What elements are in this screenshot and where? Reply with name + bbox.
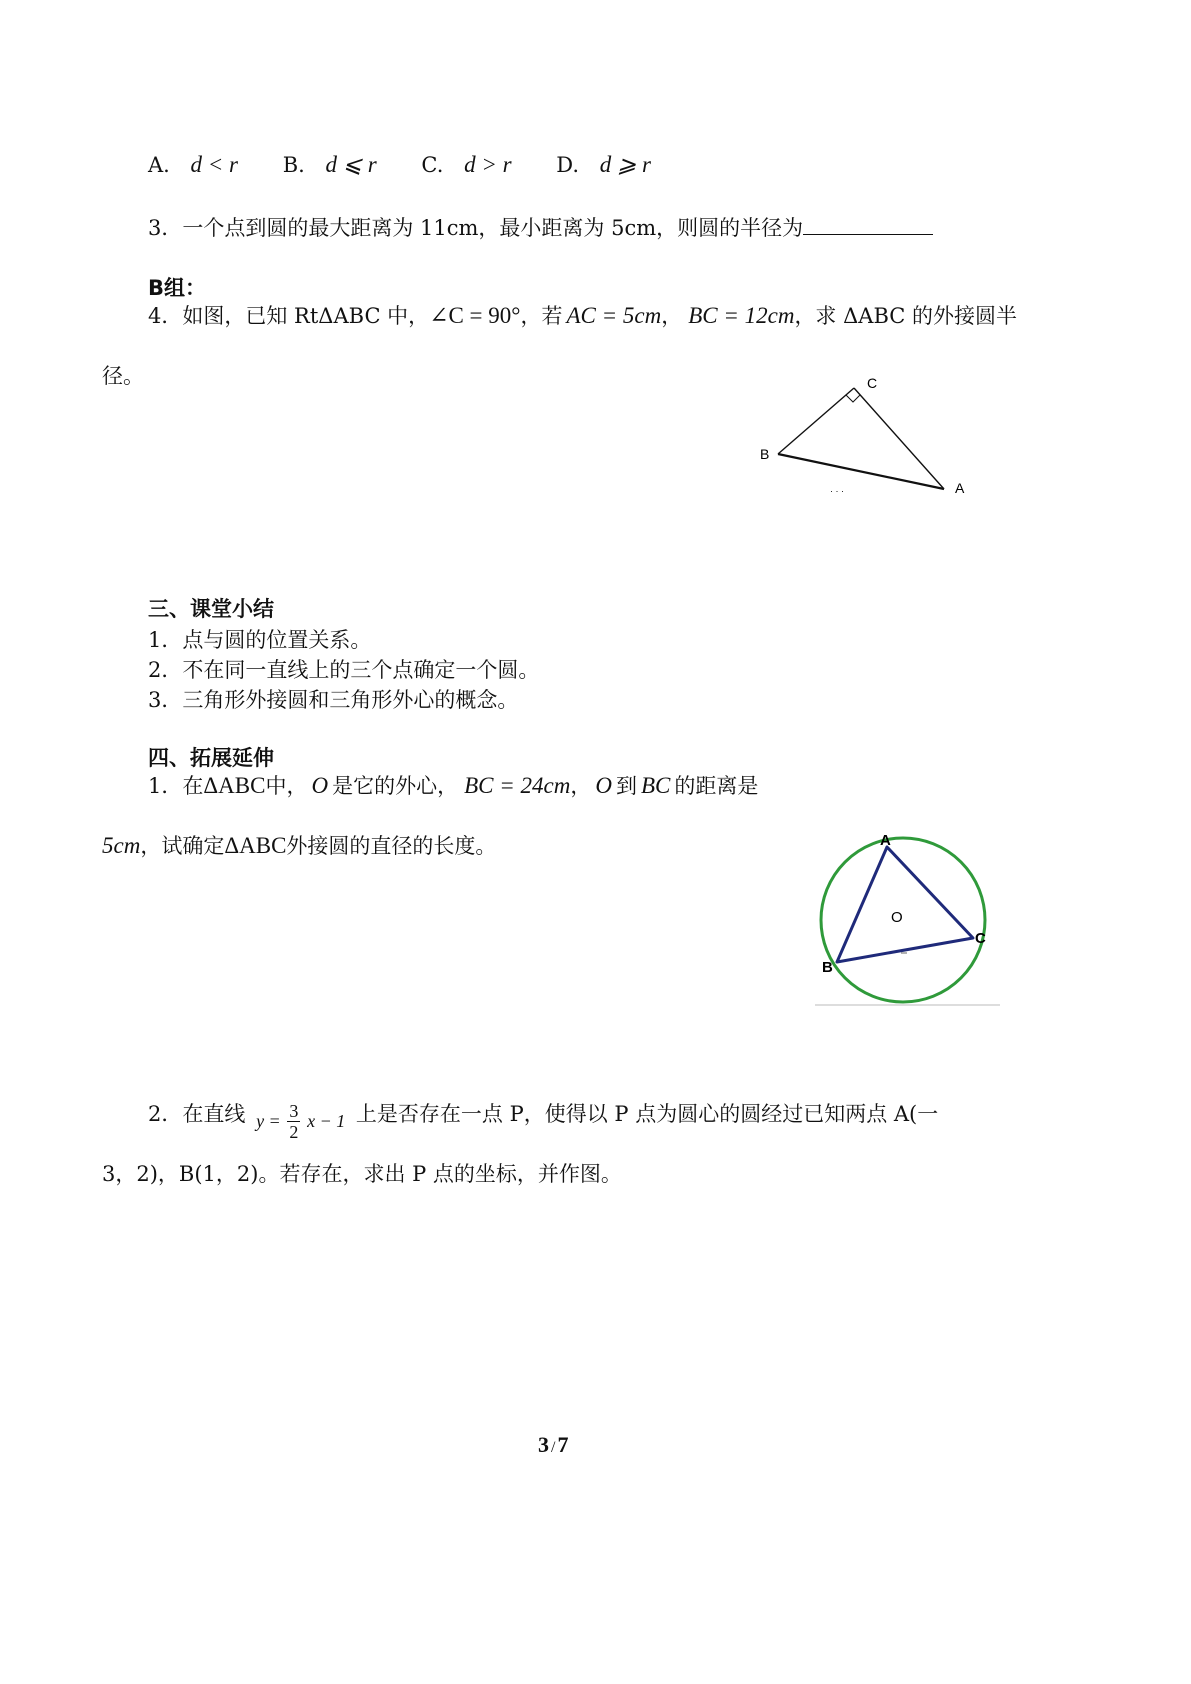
extension-question-2 [148, 1098, 938, 1142]
question-3-text: 3．一个点到圆的最大距离为 11cm，最小距离为 5cm，则圆的半径为 [148, 216, 804, 240]
extension-heading: 四、拓展延伸 [148, 746, 274, 770]
equation-rhs: x − 1 [307, 1111, 346, 1131]
extension-question-1-line2 [102, 830, 496, 860]
ext-q1-o: O [311, 773, 329, 798]
option-b-label: B. [282, 153, 305, 177]
ext-q1-bc-length: BC = 24cm [464, 773, 571, 798]
answer-blank [803, 214, 933, 235]
ext-q2-text-2: 上是否存在一点 P，使得以 P 点为圆心的圆经过已知两点 A(一 [355, 1102, 939, 1126]
right-angle-mark [846, 395, 860, 402]
point-b-label: B [822, 959, 833, 976]
extension-question-1 [148, 770, 758, 800]
page-separator: / [551, 1439, 556, 1456]
ac-expr: AC = 5cm [566, 303, 662, 328]
option-a-expr: d < r [190, 152, 239, 177]
ext-q1-text-2: 中， [265, 774, 308, 798]
summary-heading: 三、课堂小结 [148, 597, 274, 621]
choice-options [148, 152, 651, 178]
point-a-label: A [880, 832, 891, 849]
question-4 [148, 300, 1017, 330]
extension-question-2-line2: 3，2)，B(1，2)。若存在，求出 P 点的坐标，并作图。 [102, 1162, 622, 1186]
question-4-line2: 径。 [102, 364, 144, 388]
angle-c-expr: ∠C = 90° [429, 303, 521, 328]
summary-item-3: 3．三角形外接圆和三角形外心的概念。 [148, 688, 519, 712]
ext-q1-text-1: 1．在 [148, 774, 204, 798]
question-4-sep1: ，若 [520, 304, 563, 328]
page-current: 3 [538, 1432, 549, 1457]
option-d-expr: d ⩾ r [599, 152, 651, 177]
question-4-prefix: 4．如图，已知 RtΔABC 中， [148, 304, 430, 328]
ext-q1-text-8: 外接圆的直径的长度。 [286, 834, 497, 858]
ext-q1-triangle: ΔABC [203, 773, 266, 798]
ext-q1-text-7: ，试确定 [140, 834, 225, 858]
option-b-expr: d ⩽ r [325, 152, 377, 177]
option-c-expr: d > r [464, 152, 512, 177]
right-triangle-figure [740, 370, 1000, 510]
vertex-b-label: B [760, 446, 770, 462]
option-c-label: C. [421, 153, 444, 177]
ext-q1-text-6: 的距离是 [674, 774, 759, 798]
ext-q1-text-5: 到 [615, 774, 637, 798]
equation-lhs: y = [256, 1111, 281, 1131]
side-bc [778, 388, 854, 454]
ext-q1-text-3: 是它的外心， [332, 774, 459, 798]
side-ba [778, 454, 944, 489]
bc-expr: BC = 12cm [688, 303, 795, 328]
figure-dots: · · · [830, 486, 844, 496]
page-total: 7 [557, 1432, 569, 1457]
summary-item-1: 1．点与圆的位置关系。 [148, 628, 372, 652]
circumcircle-figure [805, 825, 1010, 1010]
summary-item-2: 2．不在同一直线上的三个点确定一个圆。 [148, 658, 540, 682]
fraction-denominator: 2 [289, 1122, 299, 1142]
group-b-heading: B组： [148, 276, 207, 300]
point-c-label: C [975, 930, 986, 947]
page-number [538, 1432, 568, 1458]
question-4-sep2: ， [661, 304, 683, 328]
ext-q2-text-1: 2．在直线 [148, 1102, 246, 1126]
fraction-numerator: 3 [289, 1101, 299, 1121]
line-equation [256, 1101, 345, 1142]
ext-q1-o-2: O [595, 773, 612, 798]
option-a-label: A. [148, 153, 170, 177]
ext-q1-distance: 5cm [102, 833, 141, 858]
question-3 [148, 212, 933, 242]
ext-q1-text-4: ， [570, 774, 592, 798]
question-4-suffix: ，求 ΔABC 的外接圆半 [794, 304, 1018, 328]
vertex-c-label: C [867, 375, 878, 391]
option-d-label: D. [556, 153, 580, 177]
inscribed-triangle [837, 847, 973, 962]
ext-q1-triangle-2: ΔABC [224, 833, 287, 858]
equation-fraction [287, 1101, 300, 1142]
vertex-a-label: A [955, 480, 965, 496]
ext-q1-bc: BC [640, 773, 671, 798]
center-o-label: O [891, 909, 903, 926]
